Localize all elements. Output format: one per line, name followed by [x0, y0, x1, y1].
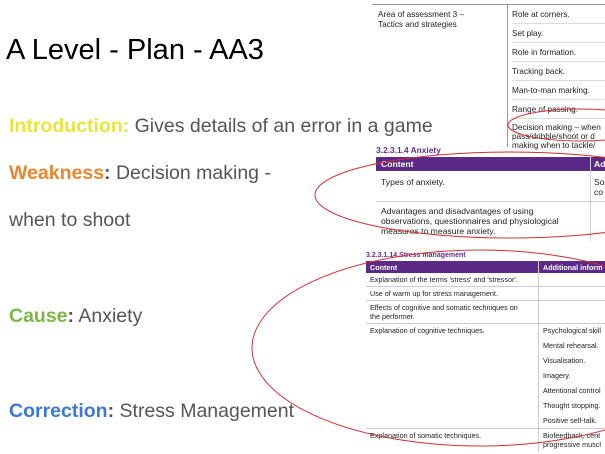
anxiety-row2-line1: Advantages and disadvantages of using: [381, 206, 534, 216]
decision-line-1: Decision making – when: [512, 123, 601, 132]
decision-line-3: making when to tackle/: [512, 141, 596, 150]
stress-row4: Explanation of cognitive techniques.: [370, 326, 485, 335]
stress-row1: Explanation of the terms 'stress' and 'stressor'.: [370, 275, 518, 284]
cause-text: Anxiety: [74, 305, 143, 327]
anxiety-row1-right-2: co: [594, 187, 604, 197]
somatic-line1: Biofeedback, cent: [543, 431, 601, 440]
anxiety-col-content: Content: [381, 159, 414, 169]
correction-text: Stress Management: [114, 400, 295, 422]
stress-row: [366, 273, 605, 287]
anxiety-row2-line2: observations, questionnaires and physiological: [381, 216, 559, 226]
stress-col-additional: Additional inform: [543, 263, 603, 272]
aa3-row: Tracking back.: [512, 62, 605, 81]
stress-management-table: [366, 252, 605, 452]
area-line-2: Tactics and strategies: [378, 20, 457, 29]
weakness-colon: :: [104, 162, 111, 184]
stress-row-somatic: [366, 429, 605, 451]
decision-line-2: pass/dribble/shoot or d: [512, 132, 595, 141]
slide-title: A Level - Plan - AA3: [6, 34, 264, 66]
weakness-text-continued: when to shoot: [9, 209, 131, 231]
stress-row-cognitive: [366, 324, 605, 429]
stress-row5: Explanation of somatic techniques.: [370, 431, 482, 440]
stress-row2: Use of warm up for stress management.: [370, 289, 498, 298]
cognitive-item: Imagery.: [543, 371, 571, 380]
anxiety-col-additional: Ad: [594, 159, 605, 169]
introduction-label: Introduction:: [9, 115, 130, 137]
somatic-line2: progressive muscl: [543, 440, 601, 449]
weakness-label: Weakness: [9, 162, 105, 184]
weakness-text: Decision making -: [110, 162, 271, 184]
anxiety-row2-line3: measures to measure anxiety.: [381, 226, 496, 236]
stress-heading: 3.2.3.1.14 Stress management: [366, 252, 466, 259]
plan-cause: [9, 305, 142, 328]
cognitive-item: Thought stopping.: [543, 401, 601, 410]
plan-correction: [9, 400, 294, 423]
plan-weakness: [9, 162, 271, 185]
plan-introduction: [9, 115, 433, 138]
anxiety-table: [376, 145, 605, 241]
cognitive-item: Positive self-talk.: [543, 416, 597, 425]
anxiety-row-measures: [376, 202, 605, 240]
aa3-rows: [512, 5, 605, 150]
aa3-row: Role at corners.: [512, 5, 605, 24]
anxiety-heading: 3.2.3.1.4 Anxiety: [376, 145, 441, 155]
anxiety-row-types: [376, 171, 605, 202]
area-line-1: Area of assessment 3 –: [378, 10, 465, 19]
stress-row: [366, 301, 605, 324]
anxiety-row1-right-1: So: [594, 177, 605, 187]
column-divider: [507, 5, 508, 147]
correction-colon: :: [107, 400, 115, 422]
introduction-text: Gives details of an error in a game: [129, 115, 433, 137]
anxiety-header-bar: [376, 157, 605, 171]
stress-header-bar: [366, 261, 605, 273]
cause-label: Cause: [9, 305, 68, 327]
correction-label: Correction: [9, 400, 108, 422]
aa3-row: Range of passing.: [512, 100, 605, 119]
anxiety-row1-content: Types of anxiety.: [381, 177, 445, 187]
stress-column-divider: [538, 261, 539, 452]
cognitive-item: Psychological skill: [543, 326, 601, 335]
area-of-assessment-cell: [378, 10, 498, 30]
aa3-row: Set play.: [512, 24, 605, 43]
stress-row3-line2: the performer.: [370, 312, 415, 321]
anxiety-column-divider: [590, 157, 591, 241]
cognitive-item: Attentional control: [543, 386, 601, 395]
stress-col-content: Content: [370, 263, 398, 272]
cognitive-item: Visualisation.: [543, 356, 586, 365]
aa3-row: Role in formation.: [512, 43, 605, 62]
stress-row3-line1: Effects of cognitive and somatic techniques on: [370, 303, 518, 312]
stress-row: [366, 287, 605, 301]
cognitive-item: Mental rehearsal.: [543, 341, 599, 350]
aa3-row: Man-to-man marking.: [512, 81, 605, 100]
cause-colon: :: [67, 305, 75, 327]
